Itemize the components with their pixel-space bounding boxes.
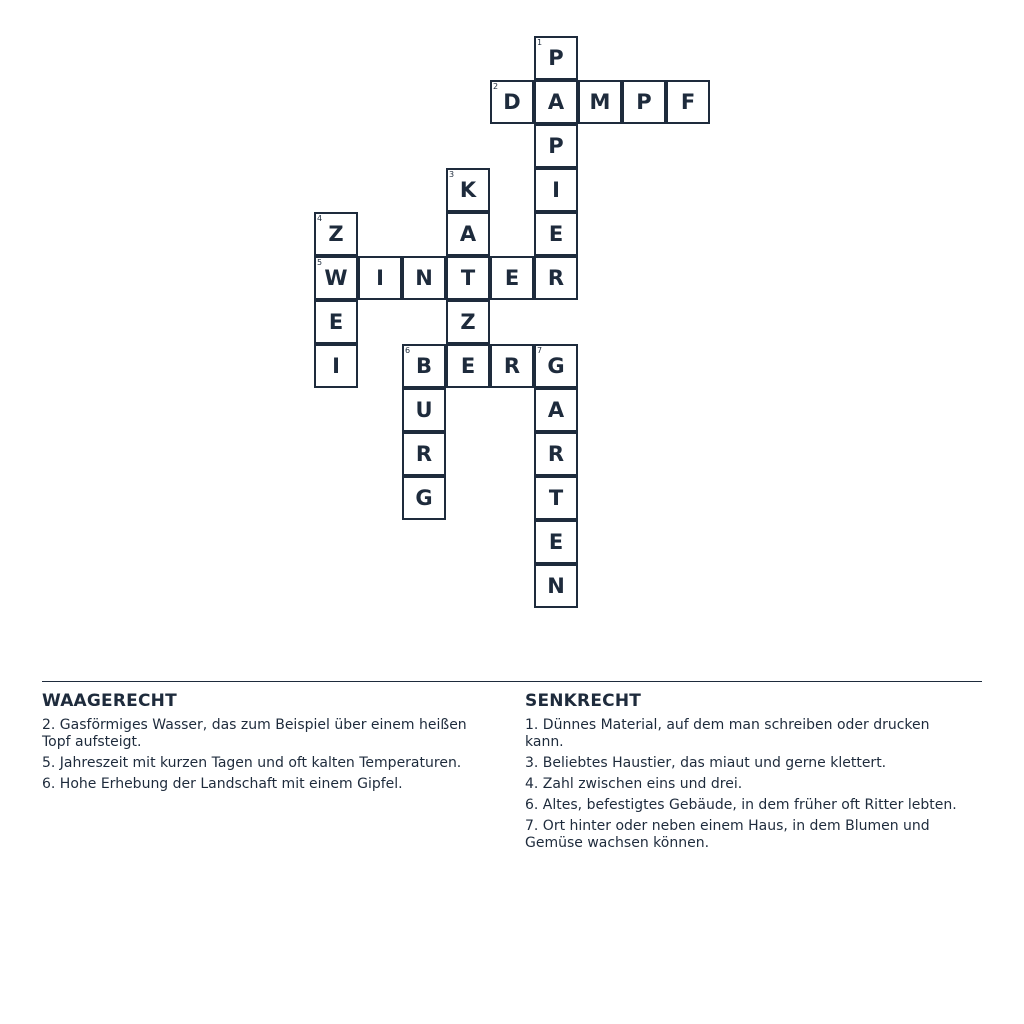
clue-number: 2: [493, 82, 499, 91]
cell-letter: M: [589, 90, 611, 114]
cell-letter: U: [415, 398, 433, 422]
cell-letter: R: [503, 354, 521, 378]
crossword-cell[interactable]: [446, 256, 490, 300]
cell-letter: R: [547, 442, 565, 466]
crossword-cell[interactable]: [534, 388, 578, 432]
crossword-cell[interactable]: [402, 388, 446, 432]
clue-number: 3: [449, 170, 455, 179]
cell-letter: E: [504, 266, 520, 290]
down-clue: 3. Beliebtes Haustier, das miaut und gerne klettert.: [525, 755, 887, 771]
crossword-cell[interactable]: [534, 168, 578, 212]
clue-number: 7: [537, 346, 543, 355]
crossword-cell[interactable]: [314, 212, 358, 256]
crossword-cell[interactable]: [402, 344, 446, 388]
crossword-cell[interactable]: [534, 476, 578, 520]
cell-letter: T: [548, 486, 564, 510]
across-heading: WAAGERECHT: [42, 691, 177, 711]
cell-letter: N: [547, 574, 565, 598]
crossword-cell[interactable]: [534, 344, 578, 388]
cell-letter: F: [680, 90, 696, 114]
crossword-cell[interactable]: [578, 80, 622, 124]
cell-letter: P: [548, 134, 564, 158]
divider: [42, 681, 982, 682]
cell-letter: I: [552, 178, 560, 202]
across-clue: 6. Hohe Erhebung der Landschaft mit einem Gipfel.: [42, 776, 403, 792]
crossword-cell[interactable]: [490, 80, 534, 124]
crossword-cell[interactable]: [446, 344, 490, 388]
cell-letter: B: [415, 354, 432, 378]
crossword-cell[interactable]: [446, 300, 490, 344]
cell-letter: I: [332, 354, 340, 378]
crossword-cell[interactable]: [534, 564, 578, 608]
across-clues-section: [42, 691, 482, 797]
cell-letter: A: [459, 222, 477, 246]
crossword-cell[interactable]: [314, 344, 358, 388]
down-clue: 7. Ort hinter oder neben einem Haus, in dem Blumen und Gemüse wachsen können.: [525, 818, 930, 851]
down-clues-section: [525, 691, 965, 856]
down-clue: 1. Dünnes Material, auf dem man schreiben oder drucken kann.: [525, 717, 930, 750]
cell-letter: E: [548, 530, 564, 554]
down-clue: 4. Zahl zwischen eins und drei.: [525, 776, 743, 792]
cell-letter: Z: [328, 222, 344, 246]
cell-letter: A: [547, 90, 565, 114]
crossword-cell[interactable]: [490, 344, 534, 388]
down-clue: 6. Altes, befestigtes Gebäude, in dem früher oft Ritter lebten.: [525, 797, 957, 813]
cell-letter: E: [328, 310, 344, 334]
crossword-cell[interactable]: [446, 212, 490, 256]
cell-letter: G: [415, 486, 433, 510]
crossword-cell[interactable]: [534, 212, 578, 256]
crossword-cell[interactable]: [402, 256, 446, 300]
cell-letter: T: [460, 266, 476, 290]
crossword-cell[interactable]: [490, 256, 534, 300]
cell-letter: P: [548, 46, 564, 70]
cell-letter: D: [503, 90, 521, 114]
cell-letter: K: [459, 178, 477, 202]
clue-number: 4: [317, 214, 323, 223]
cell-letter: Z: [460, 310, 476, 334]
crossword-cell[interactable]: [314, 256, 358, 300]
cell-letter: R: [415, 442, 433, 466]
crossword-cell[interactable]: [446, 168, 490, 212]
cell-letter: A: [547, 398, 565, 422]
cell-letter: E: [548, 222, 564, 246]
clue-number: 5: [317, 258, 323, 267]
crossword-cell[interactable]: [402, 432, 446, 476]
crossword-cell[interactable]: [622, 80, 666, 124]
crossword-cell[interactable]: [666, 80, 710, 124]
cell-letter: E: [460, 354, 476, 378]
crossword-cell[interactable]: [534, 432, 578, 476]
across-clue: 2. Gasförmiges Wasser, das zum Beispiel über einem heißen Topf aufsteigt.: [42, 717, 467, 750]
crossword-cell[interactable]: [534, 36, 578, 80]
cell-letter: G: [547, 354, 565, 378]
crossword-cell[interactable]: [534, 80, 578, 124]
clue-number: 6: [405, 346, 411, 355]
down-heading: SENKRECHT: [525, 691, 642, 711]
cell-letter: I: [376, 266, 384, 290]
clue-number: 1: [537, 38, 543, 47]
across-clue: 5. Jahreszeit mit kurzen Tagen und oft kalten Temperaturen.: [42, 755, 462, 771]
cell-letter: N: [415, 266, 433, 290]
crossword-cell[interactable]: [358, 256, 402, 300]
crossword-cell[interactable]: [534, 520, 578, 564]
cell-letter: W: [324, 266, 348, 290]
crossword-cell[interactable]: [314, 300, 358, 344]
cell-letter: P: [636, 90, 652, 114]
crossword-cell[interactable]: [534, 124, 578, 168]
crossword-cell[interactable]: [534, 256, 578, 300]
crossword-cell[interactable]: [402, 476, 446, 520]
cell-letter: R: [547, 266, 565, 290]
